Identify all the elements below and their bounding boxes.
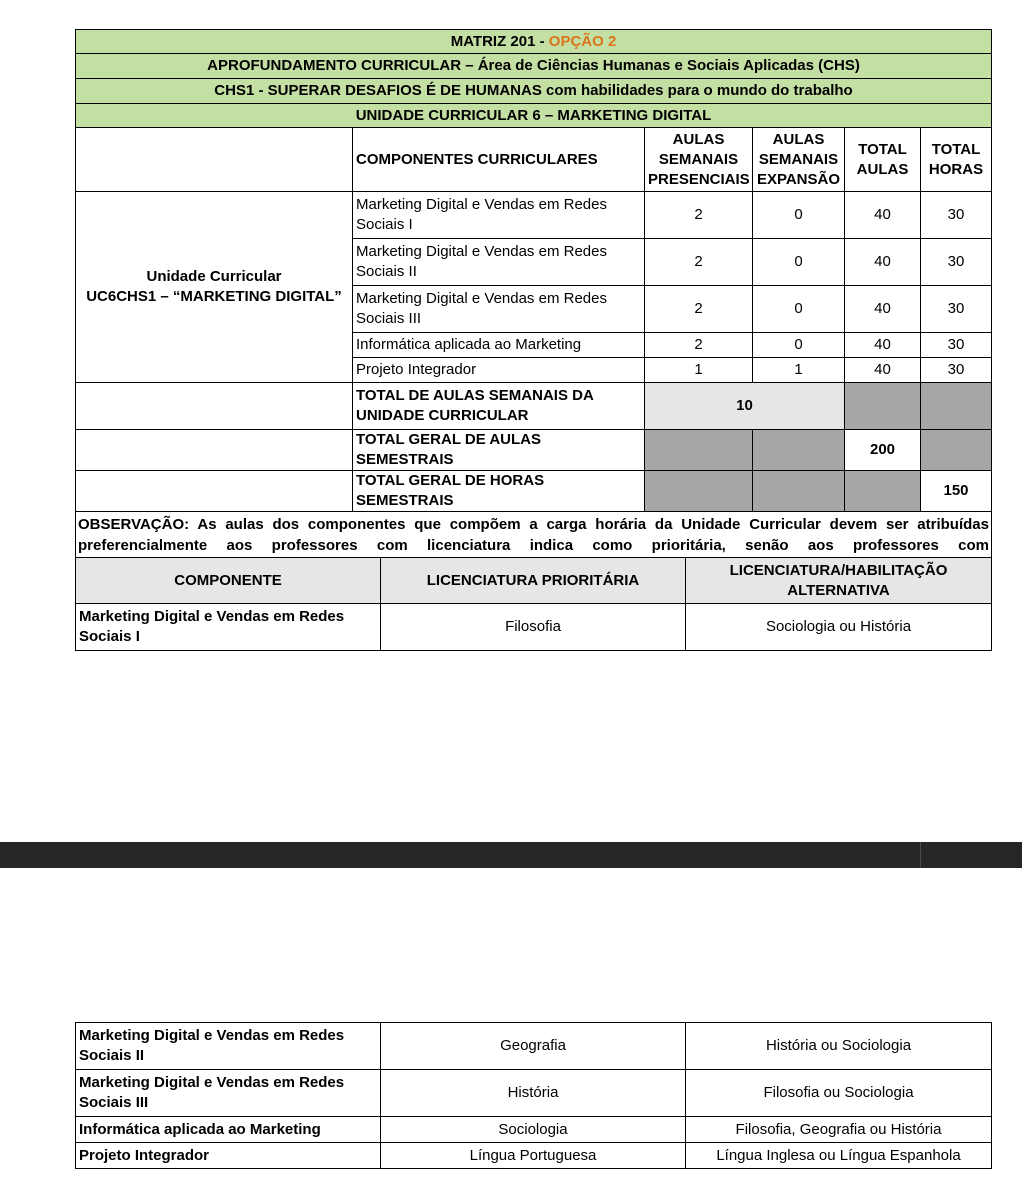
licenciatura-componente: Marketing Digital e Vendas em Redes Sociais III — [76, 1070, 381, 1117]
unidade-title: UNIDADE CURRICULAR 6 – MARKETING DIGITAL — [76, 104, 992, 128]
licenciatura-componente: Marketing Digital e Vendas em Redes Sociais I — [76, 604, 381, 651]
licenciatura-header-componente: COMPONENTE — [76, 558, 381, 604]
empty-cell — [76, 430, 353, 471]
licenciatura-prioritaria: Sociologia — [381, 1117, 686, 1143]
presenciais-value: 2 — [645, 333, 753, 358]
total-horas-value: 30 — [921, 333, 992, 358]
component-name: Informática aplicada ao Marketing — [353, 333, 645, 358]
licenciatura-header-alternativa: LICENCIATURA/HABILITAÇÃO ALTERNATIVA — [686, 558, 992, 604]
total-horas-value: 30 — [921, 286, 992, 333]
total-horas-value: 30 — [921, 192, 992, 239]
licenciatura-table-part2 — [75, 1022, 992, 1169]
aprofundamento-title: APROFUNDAMENTO CURRICULAR – Área de Ciências Humanas e Sociais Aplicadas (CHS) — [76, 54, 992, 79]
shaded-cell — [753, 471, 845, 512]
component-name: Marketing Digital e Vendas em Redes Sociais II — [353, 239, 645, 286]
total-horas-semestrais-row — [76, 471, 992, 512]
expansao-value: 0 — [753, 192, 845, 239]
shaded-cell — [921, 383, 992, 430]
col-total-aulas-header: TOTAL AULAS — [845, 128, 921, 192]
expansao-value: 0 — [753, 239, 845, 286]
matriz-prefix: MATRIZ 201 - — [450, 32, 549, 50]
table-row — [76, 1117, 992, 1143]
total-aulas-value: 40 — [845, 358, 921, 383]
shaded-cell — [921, 430, 992, 471]
total-semanais-value: 10 — [645, 383, 845, 430]
unit-label-line2: UC6CHS1 – “MARKETING DIGITAL” — [86, 288, 342, 305]
total-aulas-value: 40 — [845, 239, 921, 286]
header-empty-cell — [76, 128, 353, 192]
col-total-horas-header: TOTAL HORAS — [921, 128, 992, 192]
presenciais-value: 1 — [645, 358, 753, 383]
licenciatura-prioritaria: Filosofia — [381, 604, 686, 651]
total-aulas-value: 40 — [845, 192, 921, 239]
col-expansao-header: AULAS SEMANAIS EXPANSÃO — [753, 128, 845, 192]
licenciatura-prioritaria: Língua Portuguesa — [381, 1143, 686, 1169]
total-semanais-label: TOTAL DE AULAS SEMANAIS DA UNIDADE CURRICULAR — [353, 383, 645, 430]
expansao-value: 0 — [753, 333, 845, 358]
total-aulas-semestrais-value: 200 — [845, 430, 921, 471]
curriculum-matrix-table — [75, 29, 992, 580]
licenciatura-header-prioritaria: LICENCIATURA PRIORITÁRIA — [381, 558, 686, 604]
component-name: Marketing Digital e Vendas em Redes Sociais I — [353, 192, 645, 239]
licenciatura-prioritaria: História — [381, 1070, 686, 1117]
licenciatura-table-part1 — [75, 557, 992, 651]
total-aulas-semestrais-label: TOTAL GERAL DE AULAS SEMESTRAIS — [353, 430, 645, 471]
shaded-cell — [645, 471, 753, 512]
empty-cell — [76, 383, 353, 430]
matriz-option: OPÇÃO 2 — [548, 32, 617, 50]
total-semanais-row — [76, 383, 992, 430]
licenciatura-componente: Marketing Digital e Vendas em Redes Sociais II — [76, 1023, 381, 1070]
page-break-bar — [0, 842, 1022, 868]
matriz-title — [76, 30, 992, 54]
total-horas-semestrais-label: TOTAL GERAL DE HORAS SEMESTRAIS — [353, 471, 645, 512]
table-row — [76, 604, 992, 651]
licenciatura-alternativa: Sociologia ou História — [686, 604, 992, 651]
total-aulas-value: 40 — [845, 333, 921, 358]
col-componentes-header: COMPONENTES CURRICULARES — [353, 128, 645, 192]
shaded-cell — [645, 430, 753, 471]
table-row — [76, 1143, 992, 1169]
total-aulas-semestrais-row — [76, 430, 992, 471]
table-row — [76, 1023, 992, 1070]
observacao-text: OBSERVAÇÃO: As aulas dos componentes que compõem a carga horária da Unidade Curricular devem ser atribuídas preferencialmente aos professores com licenciatura indica como prioritária, senão aos professores com licenciatura/habilitação indicada como alternativa, conforme segue: — [76, 512, 992, 580]
page-break-divider — [920, 842, 921, 868]
unit-label-cell — [76, 192, 353, 383]
licenciatura-componente: Projeto Integrador — [76, 1143, 381, 1169]
col-presenciais-header: AULAS SEMANAIS PRESENCIAIS — [645, 128, 753, 192]
presenciais-value: 2 — [645, 286, 753, 333]
expansao-value: 0 — [753, 286, 845, 333]
total-horas-value: 30 — [921, 239, 992, 286]
empty-cell — [76, 471, 353, 512]
shaded-cell — [753, 430, 845, 471]
shaded-cell — [845, 383, 921, 430]
table-row — [76, 1070, 992, 1117]
table-row — [76, 192, 992, 239]
licenciatura-componente: Informática aplicada ao Marketing — [76, 1117, 381, 1143]
presenciais-value: 2 — [645, 192, 753, 239]
total-horas-value: 30 — [921, 358, 992, 383]
unit-label-line1: Unidade Curricular — [146, 268, 282, 285]
component-name: Marketing Digital e Vendas em Redes Sociais III — [353, 286, 645, 333]
licenciatura-prioritaria: Geografia — [381, 1023, 686, 1070]
presenciais-value: 2 — [645, 239, 753, 286]
component-name: Projeto Integrador — [353, 358, 645, 383]
total-horas-semestrais-value: 150 — [921, 471, 992, 512]
shaded-cell — [845, 471, 921, 512]
licenciatura-alternativa: História ou Sociologia — [686, 1023, 992, 1070]
total-aulas-value: 40 — [845, 286, 921, 333]
expansao-value: 1 — [753, 358, 845, 383]
chs1-title: CHS1 - SUPERAR DESAFIOS É DE HUMANAS com habilidades para o mundo do trabalho — [76, 79, 992, 104]
licenciatura-alternativa: Filosofia, Geografia ou História — [686, 1117, 992, 1143]
licenciatura-alternativa: Língua Inglesa ou Língua Espanhola — [686, 1143, 992, 1169]
licenciatura-alternativa: Filosofia ou Sociologia — [686, 1070, 992, 1117]
